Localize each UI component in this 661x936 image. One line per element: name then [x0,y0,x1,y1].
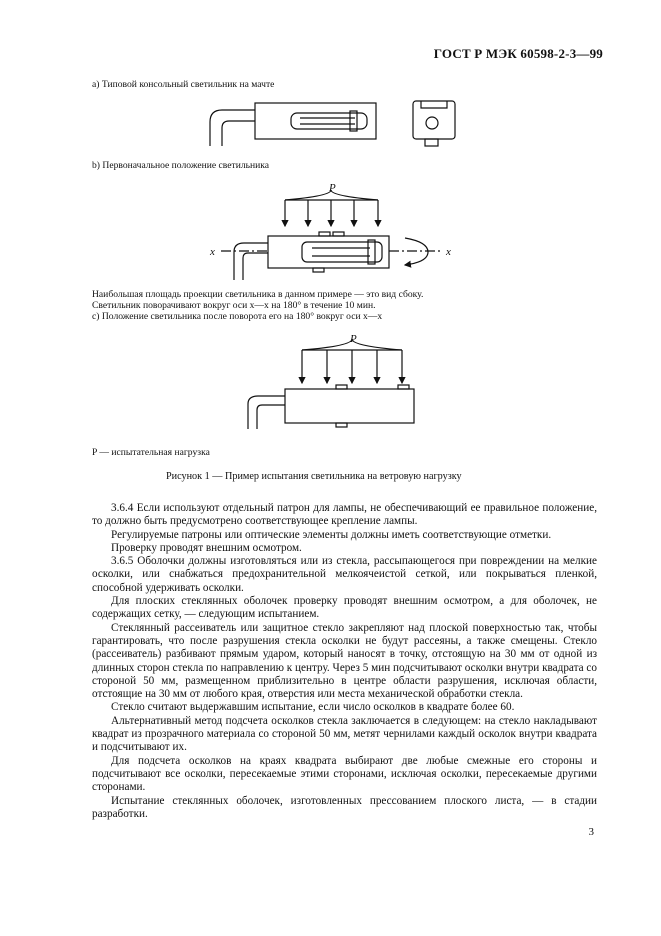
figure-note-2: Светильник поворачивают вокруг оси x—x на 180° в течение 10 мин. [92,300,376,311]
figure-legend: P — испытательная нагрузка [92,447,210,458]
load-symbol-b: P [329,182,336,194]
luminaire-rotated-position-c [248,339,414,429]
paragraph: Стеклянный рассеиватель или защитное стекло закрепляют над плоской поверхностью так, чтобы гарантировать, что после разрушения стекла осколки не будут рассеяны, а также смещены. Стекло (рассеиватель) разбивают прямым ударом, который наносят в точку, отстоящую на 30 мм от одной из длинных сторон стекла по направлению к центру. Через 5 мин подсчитывают осколки внутри квадрата со стороной 50 мм, размещенном приблизительно в центре области разрушения, исключая области, отстоящие на 30 мм от любого края, отверстия или места механической обработки стекла. [92,621,597,701]
axis-label-left: x [210,246,215,258]
axis-label-right: x [446,246,451,258]
figure-note-1: Наибольшая площадь проекции светильника в данном примере — это вид сбоку. [92,289,424,300]
paragraph: Проверку проводят внешним осмотром. [111,541,302,554]
paragraph: Для плоских стеклянных оболочек проверку проводят внешним осмотром, а для оболочек, не содержащих сетку, — следующим испытанием. [92,595,597,621]
paragraph: Испытание стеклянных оболочек, изготовленных прессованием плоского листа, — в стадии разработки. [92,794,597,820]
figure-label-b: b) Первоначальное положение светильника [92,160,270,171]
load-symbol-c: P [350,333,357,345]
figure-label-a: a) Типовой консольный светильник на мачте [92,79,275,90]
paragraph-3-6-5: 3.6.5 Оболочки должны изготовляться или из стекла, рассыпающегося при повреждении на мелкие осколки, или снабжаться предохранительной мелкоячеистой сеткой, или покрываться пленкой, способной удерживать осколки. [92,555,597,594]
paragraph: Стекло считают выдержавшим испытание, если число осколков в квадрате более 60. [111,701,515,714]
paragraph: Для подсчета осколков на краях квадрата выбирают две любые смежные его стороны и подсчитывают все осколки, пересекаемые этими сторонами, исключая осколки, пересекаемые другими сторонами. [92,754,597,794]
page-number: 3 [588,826,594,838]
paragraph: Альтернативный метод подсчета осколков стекла заключается в следующем: на стекло накладывают квадрат из прозрачного материала со стороной 50 мм, метят чернилами каждый осколок внутри квадрата и подсчитывают их. [92,714,597,754]
document-header: ГОСТ Р МЭК 60598-2-3—99 [433,46,603,61]
paragraph: Регулируемые патроны или оптические элементы должны иметь соответствующие отметки. [111,528,552,541]
luminaire-end-view-a [413,101,455,146]
body-text [92,502,597,821]
luminaire-side-view-a [210,103,376,146]
luminaire-initial-position-b [221,190,443,280]
figure-label-c: c) Положение светильника после поворота его на 180° вокруг оси x—x [92,311,383,322]
figure-caption: Рисунок 1 — Пример испытания светильника на ветровую нагрузку [166,471,462,482]
paragraph-3-6-4: 3.6.4 Если используют отдельный патрон для лампы, не обеспечивающий ее правильное положение, то должно быть предусмотрено соответствующее крепление лампы. [92,502,597,528]
